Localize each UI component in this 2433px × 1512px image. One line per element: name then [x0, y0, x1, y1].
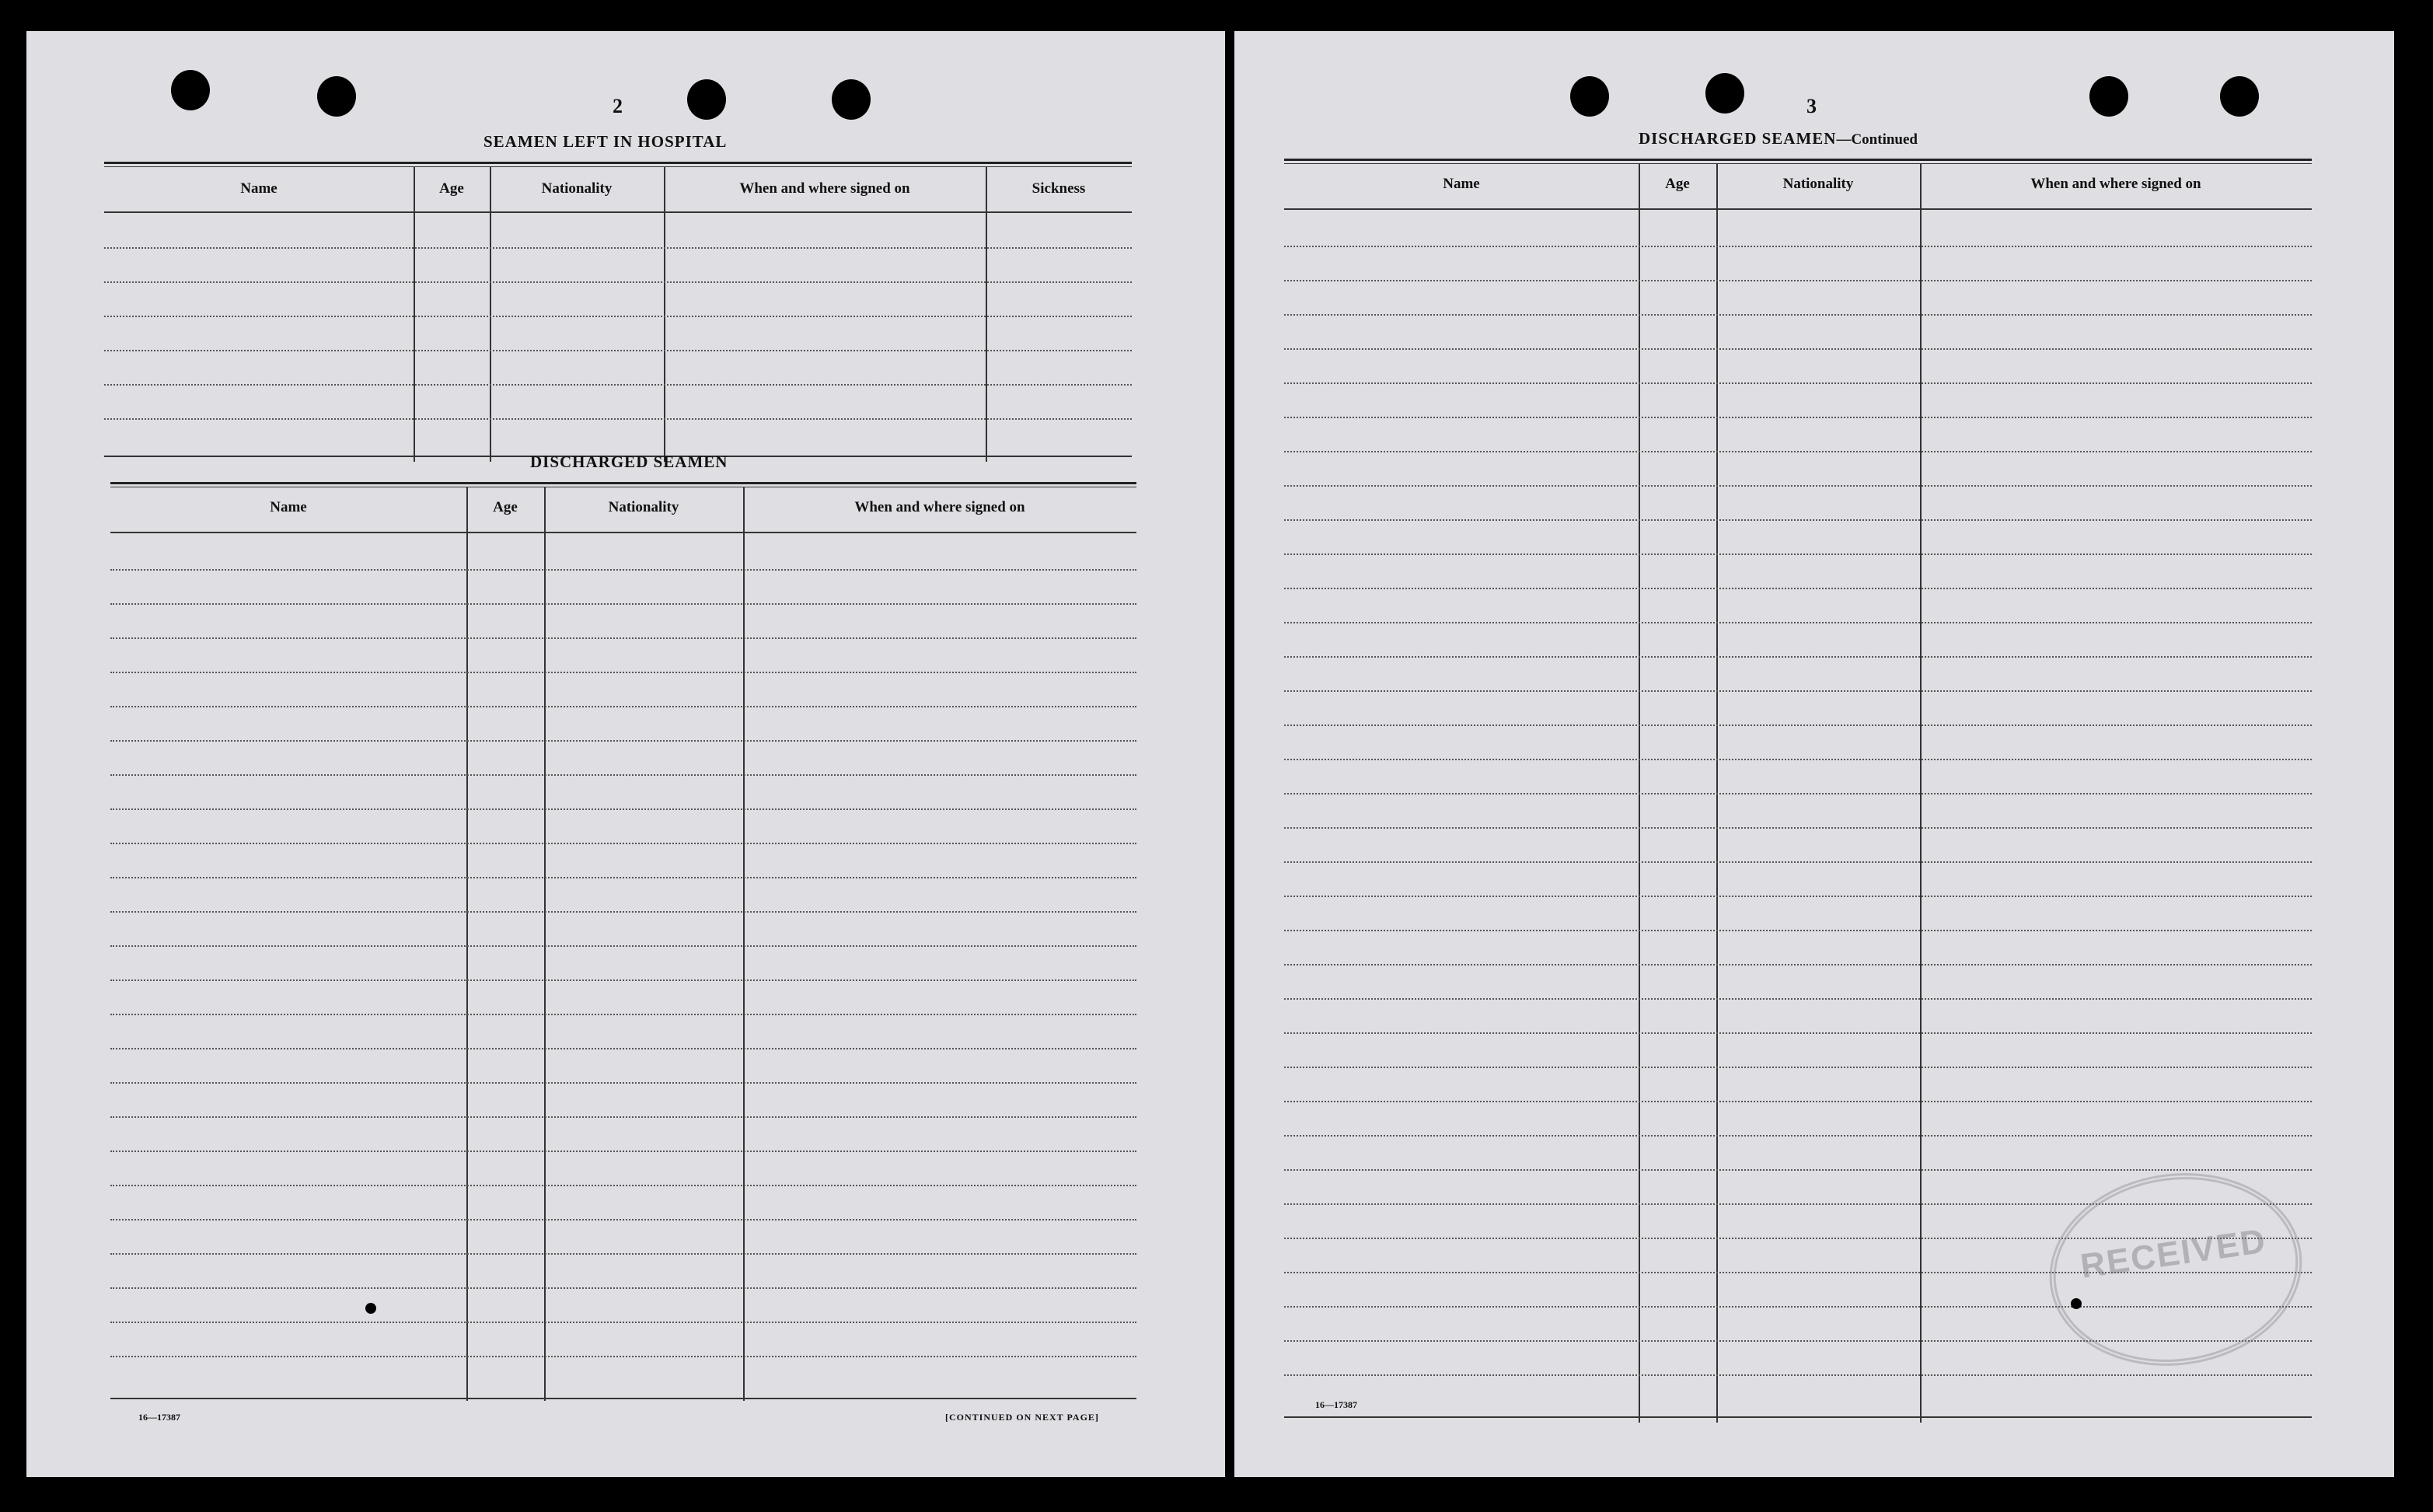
table-row	[110, 1219, 1136, 1220]
table-row	[1284, 417, 2312, 418]
table-row	[1284, 1101, 2312, 1102]
column-header-nationality: Nationality	[1782, 176, 1854, 192]
table-row	[110, 843, 1136, 844]
table-row	[1284, 861, 2312, 863]
table-row	[110, 603, 1136, 605]
column-header-signed-on: When and where signed on	[854, 499, 1025, 515]
table-row	[110, 1185, 1136, 1186]
punch-hole	[317, 76, 356, 117]
punch-hole	[1570, 76, 1609, 117]
table-row	[1284, 725, 2312, 726]
table-row	[1284, 930, 2312, 931]
column-header-age: Age	[493, 499, 518, 515]
table-row	[104, 281, 1132, 283]
table-row	[110, 774, 1136, 776]
table-row	[110, 740, 1136, 742]
section-title-suffix: —Continued	[1836, 131, 1918, 148]
punch-hole	[2089, 76, 2128, 117]
hospital-table	[104, 162, 1132, 462]
table-row	[104, 350, 1132, 351]
table-row	[1284, 485, 2312, 487]
table-row	[1284, 656, 2312, 658]
table-row	[1284, 382, 2312, 384]
table-row	[104, 316, 1132, 317]
column-header-signed-on: When and where signed on	[2030, 176, 2201, 192]
punch-hole	[2220, 76, 2259, 117]
column-header-nationality: Nationality	[608, 499, 679, 515]
column-header-age: Age	[1665, 176, 1690, 192]
table-row	[1284, 519, 2312, 521]
table-row	[1284, 280, 2312, 281]
table-row	[1284, 1135, 2312, 1137]
column-header-name: Name	[240, 180, 278, 197]
table-row	[110, 1082, 1136, 1084]
table-row	[110, 569, 1136, 571]
table-row	[104, 247, 1132, 249]
table-row	[110, 877, 1136, 878]
punch-hole	[171, 70, 210, 110]
table-row	[110, 1048, 1136, 1049]
table-row	[1284, 896, 2312, 897]
ink-spot	[2071, 1298, 2082, 1309]
discharged-continued-title	[1639, 129, 1918, 148]
table-row	[110, 1322, 1136, 1323]
column-header-name: Name	[1443, 176, 1480, 192]
table-row	[1284, 964, 2312, 966]
table-row	[1284, 246, 2312, 247]
table-row	[110, 1014, 1136, 1015]
table-row	[1284, 1169, 2312, 1171]
discharged-section-title: DISCHARGED SEAMEN	[530, 452, 728, 471]
form-page-right	[1234, 31, 2394, 1477]
table-row	[1284, 622, 2312, 623]
page-number: 3	[1806, 95, 1817, 117]
table-row	[1284, 690, 2312, 692]
column-header-signed-on: When and where signed on	[739, 180, 910, 197]
table-row	[110, 1287, 1136, 1289]
table-row	[110, 672, 1136, 673]
punch-hole	[832, 79, 871, 120]
table-row	[1284, 314, 2312, 316]
table-row	[1284, 1067, 2312, 1068]
table-row	[110, 911, 1136, 913]
column-header-nationality: Nationality	[541, 180, 613, 197]
table-row	[104, 384, 1132, 386]
table-row	[1284, 827, 2312, 829]
table-row	[1284, 588, 2312, 589]
discharged-table	[110, 482, 1136, 1401]
table-row	[1284, 998, 2312, 1000]
table-row	[110, 808, 1136, 810]
column-header-name: Name	[270, 499, 307, 515]
form-page-left	[26, 31, 1225, 1477]
table-row	[1284, 1032, 2312, 1034]
page-number: 2	[613, 95, 623, 117]
column-header-age: Age	[439, 180, 464, 197]
table-row	[110, 945, 1136, 947]
table-row	[110, 706, 1136, 707]
table-row	[110, 979, 1136, 981]
form-code: 16—17387	[138, 1412, 180, 1423]
form-code: 16—17387	[1315, 1399, 1357, 1410]
stamp-text: RECEIVED	[2078, 1221, 2269, 1286]
punch-hole	[1705, 73, 1744, 113]
table-row	[104, 418, 1132, 420]
table-row	[110, 1253, 1136, 1255]
punch-hole	[687, 79, 726, 120]
hospital-section-title: SEAMEN LEFT IN HOSPITAL	[483, 132, 728, 151]
table-row	[110, 1356, 1136, 1357]
table-row	[1284, 451, 2312, 452]
table-row	[110, 637, 1136, 639]
column-header-sickness: Sickness	[1031, 180, 1086, 197]
continued-note: [CONTINUED ON NEXT PAGE]	[945, 1412, 1099, 1423]
table-row	[1284, 553, 2312, 555]
ink-spot	[365, 1303, 376, 1314]
table-row	[1284, 793, 2312, 794]
table-row	[110, 1151, 1136, 1152]
table-row	[1284, 1374, 2312, 1376]
table-row	[1284, 759, 2312, 760]
table-row	[1284, 348, 2312, 350]
table-row	[110, 1116, 1136, 1118]
section-title-main: DISCHARGED SEAMEN	[1639, 129, 1837, 148]
